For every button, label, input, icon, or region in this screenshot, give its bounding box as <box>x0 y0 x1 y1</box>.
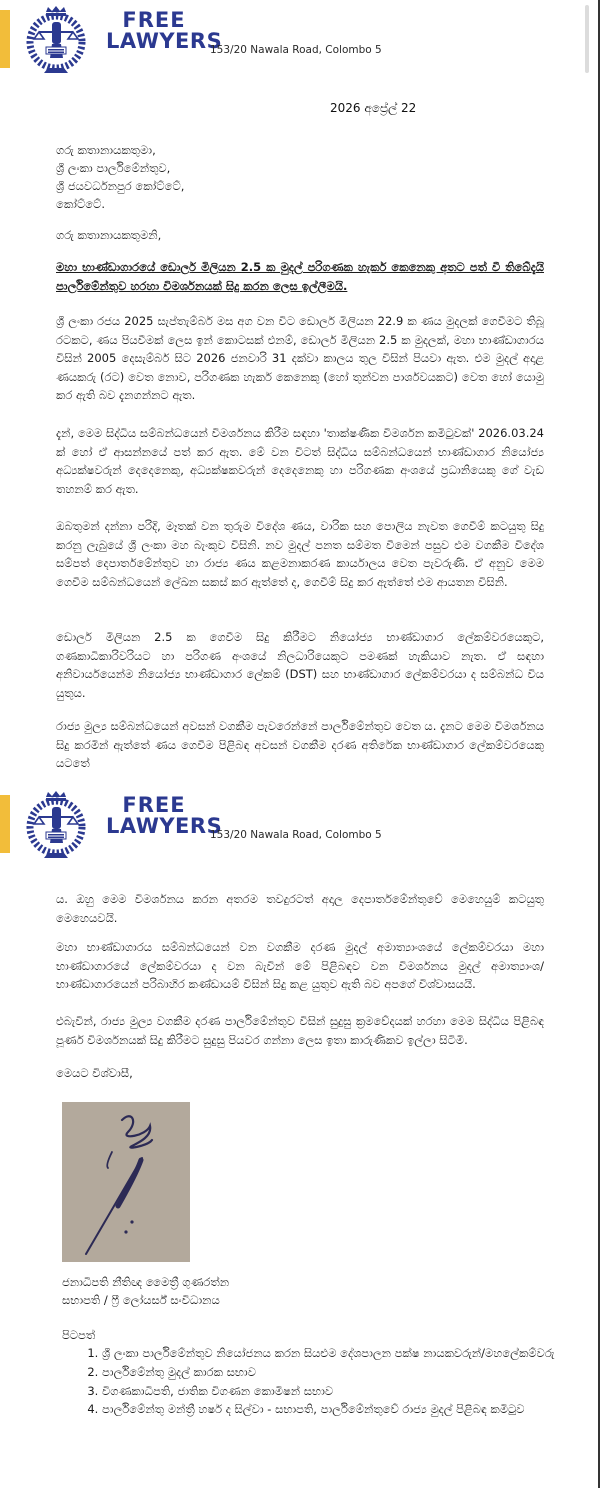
yellow-accent-bar <box>0 795 10 853</box>
copies-list <box>82 1346 572 1421</box>
paragraph-5-continued: ය. ඔහු මෙම විමර්ශනය කරන අතරම තවදුරටත් අදාල දෙපාර්තමේන්තුවේ මෙහෙයුම් කටයුතු මෙහෙයවයි. <box>56 892 544 925</box>
brand-line1: FREE <box>122 793 186 817</box>
signature-ink-icon <box>62 1102 190 1262</box>
paragraph-3: ඔබතුමන් දන්නා පරිදි, මෑතක් වන තුරුම විදේශ ණය, වාරික සහ පොලිය නැවත ගෙවීම් කටයුතු සිදු කරනු ලැබුයේ ශ්‍රී ලංකා මහ බැංකුව විසිනි. නව මුදල් පනත සම්මත වීමෙන් පසුව එම වගකීම විදේශ සම්පත් දෙපාර්තමේන්තුව හා රාජ්‍ය ණය කළමනාකරණ කාර්යාලය වෙත පැවරුණි. ඒ අනුව මෙම ගෙවීම සම්බන්ධයෙන් ලේඛන සකස් කර ඇත්තේ ද, ගෙවීම් සිදු කර ඇත්තේ එම ආයතන විසිනි. <box>56 519 544 589</box>
brand-line2: LAWYERS <box>106 814 223 838</box>
free-lawyers-emblem-icon <box>24 6 88 74</box>
signatory-title: සභාපති / ෆ්‍රී ලෝයර්ස් සංවිධානය <box>62 1293 220 1307</box>
subject-line: මහා භාණ්ඩාගාරයේ ඩොලර් මිලියන 2.5 ක මුදල් පරිගණක හැකර් කෙනෙකු අතට පත් වී තිබේදැයි පාර්ලිමේන්තුව හරහා විමර්ශනයක් සිදු කරන ලෙස ඉල්ලීමයි. <box>56 260 544 293</box>
brand-line1: FREE <box>122 8 186 32</box>
free-lawyers-emblem-icon <box>24 791 88 859</box>
copies-item: 2. පාර්ලිමේන්තු මුදල් කාරක සභාව <box>102 1365 572 1381</box>
paragraph-7: එබැවින්, රාජ්‍ය මුල්‍ය වගකීම දරණ පාර්ලිමේන්තුව විසින් සුදුසු ක්‍රමවේදයක් හරහා මෙම සිද්ධිය පිළිබඳ පූර්ණ විමර්ශනයක් සිදු කිරීමට සුදුසු පියවර ගන්නා ලෙස ඉතා කාරුණිකව ඉල්ලා සිටිමි. <box>56 1014 544 1047</box>
yellow-accent-bar <box>0 10 10 68</box>
recipient-line: ශ්‍රී ලංකා පාර්ලිමේන්තුව, <box>56 161 171 175</box>
recipient-line: ශ්‍රී ජයවර්ධනපුර කෝට්ටේ, <box>56 179 185 193</box>
paragraph-4: ඩොලර් මිලියන 2.5 ක ගෙවීම සිදු කිරීමට නියෝජ්‍ය භාණ්ඩාගාර ලේකම්වරයෙකුට, ගණකාධිකාරිවරියට හා පරිගණ අංශයේ නිලධාරියෙකුට පමණක් හැකියාව නැත. ඒ සඳහා අනිවාර්යයෙන්ම නියෝජ්‍ය භාණ්ඩාගාර ලේකම් (DST) සහ භාණ්ඩාගාර ලේකම්වරයා ද සම්බන්ධ විය යුතුය. <box>56 630 544 700</box>
brand-wordmark <box>106 8 223 53</box>
recipient-block <box>56 141 544 213</box>
brand-wordmark <box>106 793 223 838</box>
recipient-line: කෝට්ටේ. <box>56 197 105 211</box>
signature-photo <box>62 1102 190 1262</box>
letterhead-page2 <box>0 791 600 863</box>
signature-block <box>62 1273 229 1309</box>
org-address: 153/20 Nawala Road, Colombo 5 <box>210 829 382 841</box>
scrollbar-thumb[interactable] <box>585 5 589 73</box>
recipient-line: ගරු කතානායකතුමා, <box>56 143 156 157</box>
copies-item: 3. විගණකාධිපති, ජාතික විගණන කොමිෂන් සභාව <box>102 1384 572 1400</box>
paragraph-1: ශ්‍රී ලංකා රජය 2025 සැප්තැම්බර් මස අග වන විට ඩොලර් මිලියන 22.9 ක ණය මුදලක් ගෙවීමට තිබූ රටකට, ණය පියවීමක් ලෙස ඉන් කොටසක් එනම්, ඩොලර් මිලියන 2.5 ක මුදලක්, මහා භාණ්ඩාගාරය විසින් 2005 දෙසැම්බර් සිට 2026 ජනවාරි 31 දක්වා කාලය තුල විසින් පියවා ඇත. එම මුදල් අදාළ ණයකරු (රට) වෙත නොව, පරිගණක හැකර් කෙනෙකු (හෝ තුන්වන පාර්ශවයකට) වෙත හෝ යොමු කර ඇති බව දැනගන්නට ඇත. <box>56 314 544 403</box>
salutation: ගරු කතානායකතුමනි, <box>56 228 162 242</box>
copies-label: පිටපත් <box>62 1328 96 1342</box>
org-address: 153/20 Nawala Road, Colombo 5 <box>210 44 382 56</box>
paragraph-2: දැන්, මෙම සිද්ධිය සම්බන්ධයෙන් විමර්ශනය කිරීම සඳහා 'තාක්ෂණික විමර්ශන කමිටුවක්' 2026.03.24 ක් හෝ ඒ ආසන්නයේ පත් කර ඇත. මේ වන විටත් සිද්ධිය සම්බන්ධයෙන් භාණ්ඩාගාර නියෝජ්‍ය අධ්‍යක්ෂවරුන් දෙදෙනෙකු, අධ්‍යක්ෂකවරුන් දෙදෙනෙකු හා පරිගණක අංශයේ ප්‍රධානියෙකු ගේ වැඩ තහනම් කර ඇත. <box>56 426 544 496</box>
paragraph-5: රාජ්‍ය මුල්‍ය සම්බන්ධයෙන් අවසන් වගකීම පැවරෙන්නේ පාර්ලිමේන්තුව වෙත ය. දැනට මෙම විමර්ශනය සිදු කරමින් ඇත්තේ ණය ගෙවීම පිළිබඳ අවසන් වගකීම දරණ අතිරේක භාණ්ඩාගාර ලේකම්වරයෙකු යටතේ <box>56 719 544 771</box>
letterhead-page1 <box>0 6 600 78</box>
paragraph-6: මහා භාණ්ඩාගාරය සම්බන්ධයෙන් වන වගකීම දරණ මුදල් අමාත්‍යාංශයේ ලේකම්වරයා මහා භාණ්ඩාගාරයේ ලේකම්වරයා ද වන බැවින් මේ පිළිබඳව වන විමර්ශනය මුදල් අමාත්‍යාංශ/භාණ්ඩාගාරයෙන් පරිබාහිර කණ්ඩායම් විසින් සිදු කළ යුතුව ඇති බව අපගේ විශ්වාසයයි. <box>56 940 544 992</box>
copies-item: 4. පාර්ලිමේන්තු මන්ත්‍රී හර්ෂ ද සිල්වා - සභාපති, පාර්ලිමේන්තුවේ රාජ්‍ය මුදල් පිළිබඳ කමිටුව <box>102 1402 572 1418</box>
letter-date: 2026 අප්‍රේල් 22 <box>330 101 417 115</box>
brand-line2: LAWYERS <box>106 29 223 53</box>
closing-line: මෙයට විශ්වාසී, <box>56 1066 133 1080</box>
signatory-name: ජනාධිපති නීතිඥ මෛත්‍රී ගුණරත්න <box>62 1275 230 1289</box>
copies-item: 1. ශ්‍රී ලංකා පාර්ලිමේන්තුව නියෝජනය කරන සියළුම දේශපාලන පක්ෂ නායකවරුන්/මහලේකම්වරු <box>102 1346 572 1362</box>
